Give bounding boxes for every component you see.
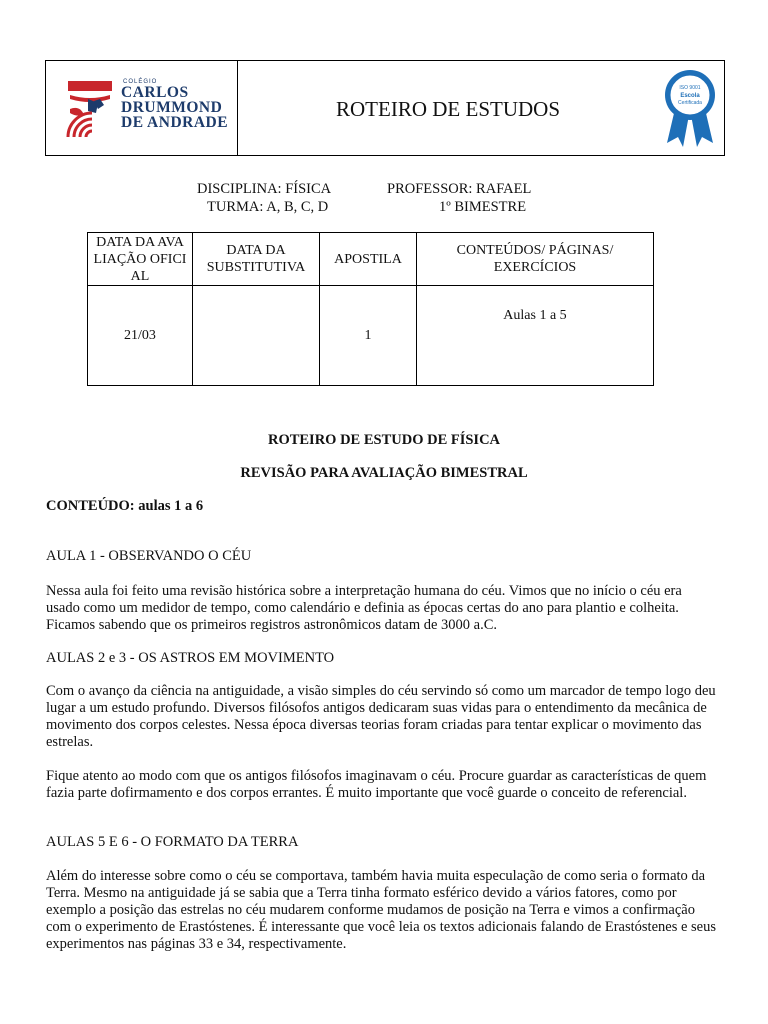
turma-label: TURMA: A, B, C, D xyxy=(207,199,329,215)
section-heading-aula-1: AULA 1 - OBSERVANDO O CÉU xyxy=(46,548,252,564)
content-value: aulas 1 a 6 xyxy=(138,498,204,514)
logo-line-1: CARLOS xyxy=(121,84,189,101)
section-heading-aulas-5-6: AULAS 5 E 6 - O FORMATO DA TERRA xyxy=(46,834,299,850)
cell-data-substitutiva xyxy=(193,286,320,386)
page-title: ROTEIRO DE ESTUDOS xyxy=(336,97,560,121)
logo-line-2: DRUMMOND xyxy=(121,99,223,116)
paragraph-aulas-2-3-b: Fique atento ao modo com que os antigos filósofos imaginavam o céu. Procure guardar as características de quem fazia parte dofirmamento e dos corpos errantes. É muito importante que você guarde o conceito de referencial. xyxy=(46,768,707,801)
cell-conteudos: Aulas 1 a 5 xyxy=(417,286,654,386)
school-crest-icon xyxy=(64,77,116,141)
logo-text xyxy=(121,79,228,130)
review-title: REVISÃO PARA AVALIAÇÃO BIMESTRAL xyxy=(240,465,528,481)
paragraph-aulas-5-6: Além do interesse sobre como o céu se comportava, também havia muita especulação de como seria o formato da Terra. Mesmo na antiguidade já se sabia que a Terra tinha formato esférico devido a vários fatores, como por exemplo a posição das estrelas no céu mudarem conforme mudamos de posição na Terra e vimos a confirmação com o experimento de Erastóstenes. É interessante que você leia os textos adicionais falando de Erastóstenes e seus experimentos nas páginas 33 e 34, respectivamente. xyxy=(46,868,717,952)
paragraph-aulas-2-3-a: Com o avanço da ciência na antiguidade, a visão simples do céu servindo só como um marcador de tempo logo deu lugar a um estudo profundo. Diversos filósofos antigos dedicaram suas vidas para o entendimento da mecânica de movimento dos corpos celestes. Nessa época diversas teorias foram criadas para tentar explicar o movimento das estrelas. xyxy=(46,683,716,750)
cell-apostila: 1 xyxy=(320,286,417,386)
header-conteudos: CONTEÚDOS/ PÁGINAS/ EXERCÍCIOS xyxy=(417,233,654,286)
schedule-table xyxy=(87,232,654,386)
section-heading-aulas-2-3: AULAS 2 e 3 - OS ASTROS EM MOVIMENTO xyxy=(46,650,335,666)
bimestre-label: 1º BIMESTRE xyxy=(439,199,527,215)
professor-label: PROFESSOR: RAFAEL xyxy=(387,181,532,197)
certification-seal-icon xyxy=(661,69,719,147)
table-header-row xyxy=(88,233,654,286)
logo-small-text: COLÉGIO xyxy=(123,79,158,85)
seal-text-1: ISO 9001 xyxy=(679,85,701,91)
disciplina-label: DISCIPLINA: FÍSICA xyxy=(197,181,332,197)
table-row xyxy=(88,286,654,386)
logo-line-3: DE ANDRADE xyxy=(121,114,229,131)
header-apostila: APOSTILA xyxy=(320,233,417,286)
seal-text-3: Certificada xyxy=(678,100,702,106)
content-label: CONTEÚDO: xyxy=(46,498,135,514)
cell-data-avaliacao: 21/03 xyxy=(88,286,193,386)
seal-text-2: Escola xyxy=(680,93,700,99)
logo-cell xyxy=(46,61,238,155)
header-data-avaliacao: DATA DA AVALIAÇÃO OFICIAL xyxy=(88,233,193,286)
header-data-substitutiva: DATA DA SUBSTITUTIVA xyxy=(193,233,320,286)
header-box xyxy=(45,60,725,156)
content-line xyxy=(46,498,203,515)
paragraph-aula-1: Nessa aula foi feito uma revisão histórica sobre a interpretação humana do céu. Vimos que no início o céu era usado como um medidor de tempo, como calendário e definia as épocas certas do ano para plantio e colheita. Ficamos sabendo que os primeiros registros astronômicos datam de 3000 a.C. xyxy=(46,583,682,633)
study-title: ROTEIRO DE ESTUDO DE FÍSICA xyxy=(267,432,501,448)
